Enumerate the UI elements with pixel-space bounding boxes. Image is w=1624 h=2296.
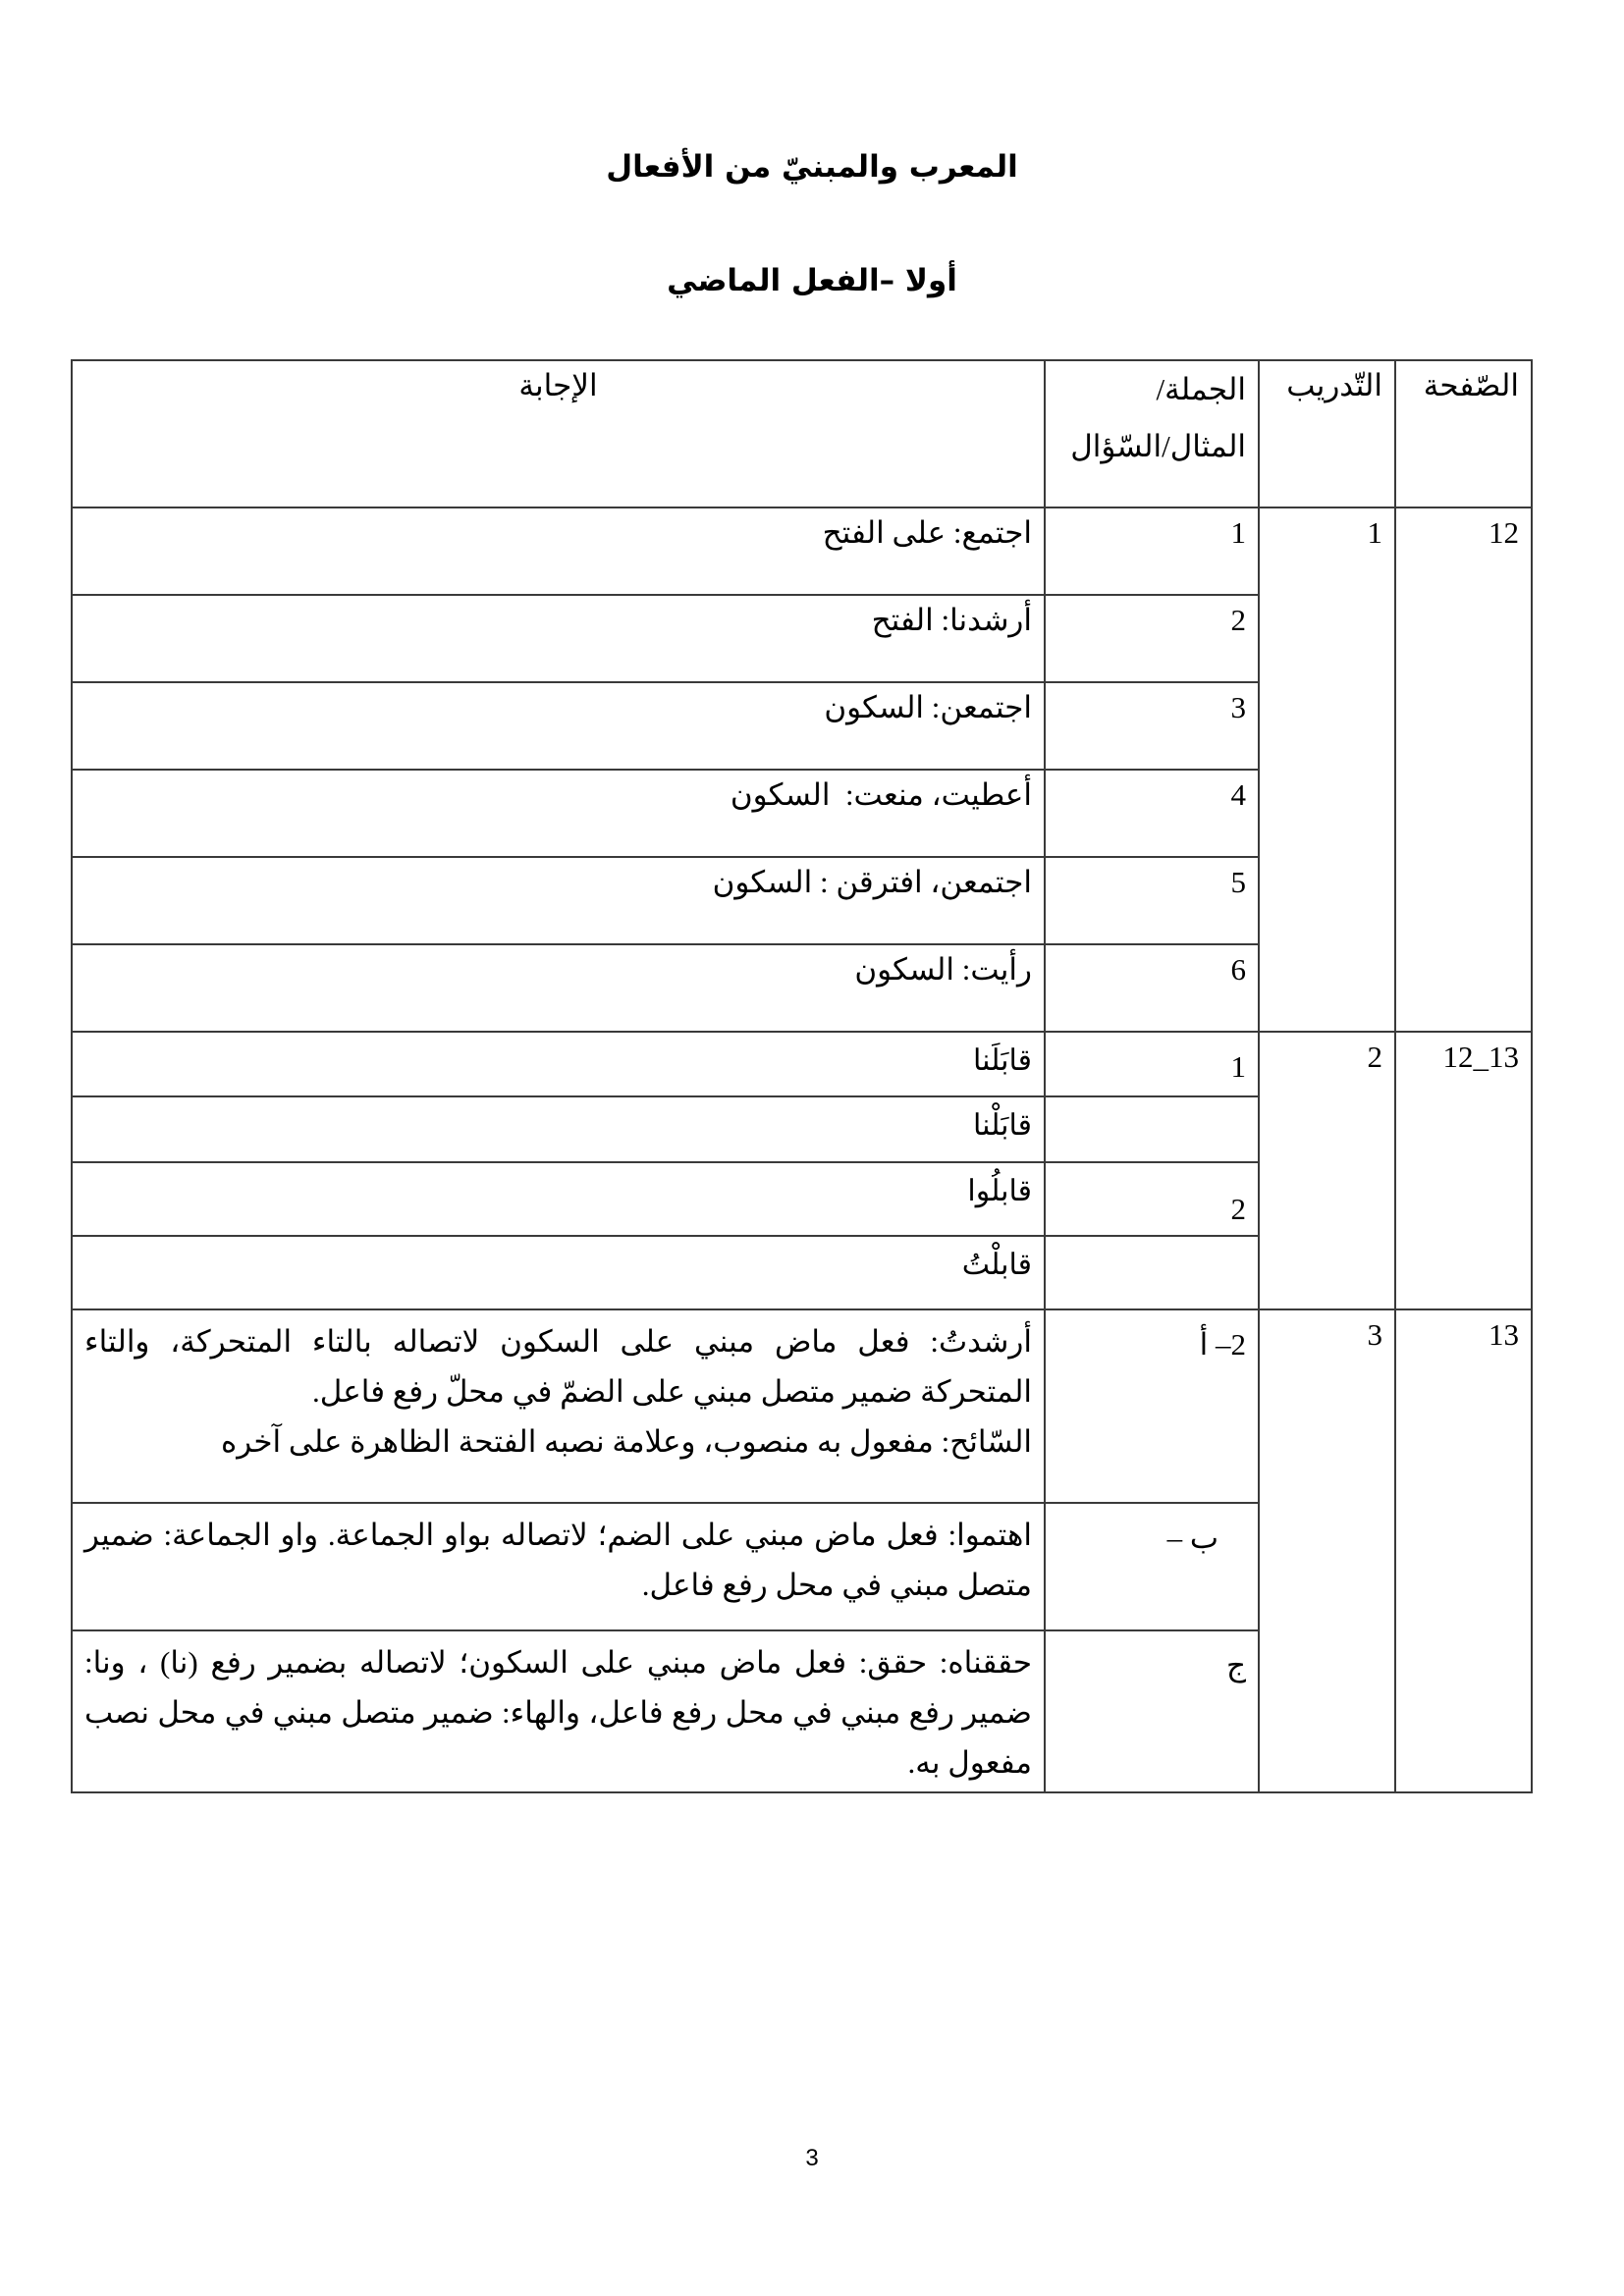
sentence-cell: 4 xyxy=(1045,770,1259,857)
sentence-cell: 2 xyxy=(1045,1162,1259,1236)
sentence-cell: 5 xyxy=(1045,857,1259,944)
answer-cell: رأيت: السكون xyxy=(72,944,1045,1032)
sentence-cell: ب – xyxy=(1045,1503,1259,1630)
answer-cell: اهتموا: فعل ماض مبني على الضم؛ لاتصاله بواو الجماعة. واو الجماعة: ضمير متصل مبني في محل رفع فاعل. xyxy=(72,1503,1045,1630)
sentence-cell xyxy=(1045,1096,1259,1162)
answer-cell: قابَلْنا xyxy=(72,1096,1045,1162)
exercise-cell: 1 xyxy=(1259,507,1395,1032)
answer-text: أرشدتُ: فعل ماض مبني على السكون لاتصاله بالتاء المتحركة، والتاء المتحركة ضمير متصل مبني على الضمّ في محلّ رفع فاعل. xyxy=(84,1324,1032,1409)
page-cell: 13 xyxy=(1395,1309,1532,1792)
header-sentence-line2: المثال/السّؤال xyxy=(1070,429,1246,463)
header-page: الصّفحة xyxy=(1395,360,1532,507)
page-cell: 12 xyxy=(1395,507,1532,1032)
answer-cell: اجتمعن، افترقن : السكون xyxy=(72,857,1045,944)
answer-cell: قابَلَنا xyxy=(72,1032,1045,1096)
sentence-cell: 3 xyxy=(1045,682,1259,770)
sentence-cell: 2 xyxy=(1045,595,1259,682)
answer-cell: أرشدنا: الفتح xyxy=(72,595,1045,682)
section-subtitle: أولا –الفعل الماضي xyxy=(667,263,957,298)
document-title: المعرب والمبنيّ من الأفعال xyxy=(606,149,1018,185)
table-row xyxy=(72,1309,1532,1503)
sentence-cell: 6 xyxy=(1045,944,1259,1032)
answer-text-extra: السّائح: مفعول به منصوب، وعلامة نصبه الفتحة الظاهرة على آخره xyxy=(221,1424,1032,1459)
sentence-cell: 2– أ xyxy=(1045,1309,1259,1503)
answer-cell: أعطيت، منعت: السكون xyxy=(72,770,1045,857)
answer-cell: قابلْتُ xyxy=(72,1236,1045,1309)
page-number: 3 xyxy=(805,2145,819,2171)
exercise-cell: 3 xyxy=(1259,1309,1395,1792)
sentence-cell: ج xyxy=(1045,1630,1259,1792)
sentence-cell: 1 xyxy=(1045,507,1259,595)
sentence-cell: 1 xyxy=(1045,1032,1259,1096)
sentence-cell xyxy=(1045,1236,1259,1309)
answer-cell: اجتمع: على الفتح xyxy=(72,507,1045,595)
answer-cell: حققناه: حقق: فعل ماض مبني على السكون؛ لاتصاله بضمير رفع (نا) ، ونا: ضمير رفع مبني في محل رفع فاعل، والهاء: ضمير متصل مبني في محل نصب مفعول به. xyxy=(72,1630,1045,1792)
exercise-cell: 2 xyxy=(1259,1032,1395,1309)
table-row xyxy=(72,1032,1532,1096)
header-sentence xyxy=(1045,360,1259,507)
table-row xyxy=(72,507,1532,595)
table-header-row xyxy=(72,360,1532,507)
header-sentence-line1: الجملة/ xyxy=(1156,372,1246,406)
answer-cell: قابلُوا xyxy=(72,1162,1045,1236)
exercise-table xyxy=(71,359,1533,1793)
answer-cell: اجتمعن: السكون xyxy=(72,682,1045,770)
header-exercise: التّدريب xyxy=(1259,360,1395,507)
header-answer: الإجابة xyxy=(72,360,1045,507)
answer-cell xyxy=(72,1309,1045,1503)
page-cell: 13_12 xyxy=(1395,1032,1532,1309)
